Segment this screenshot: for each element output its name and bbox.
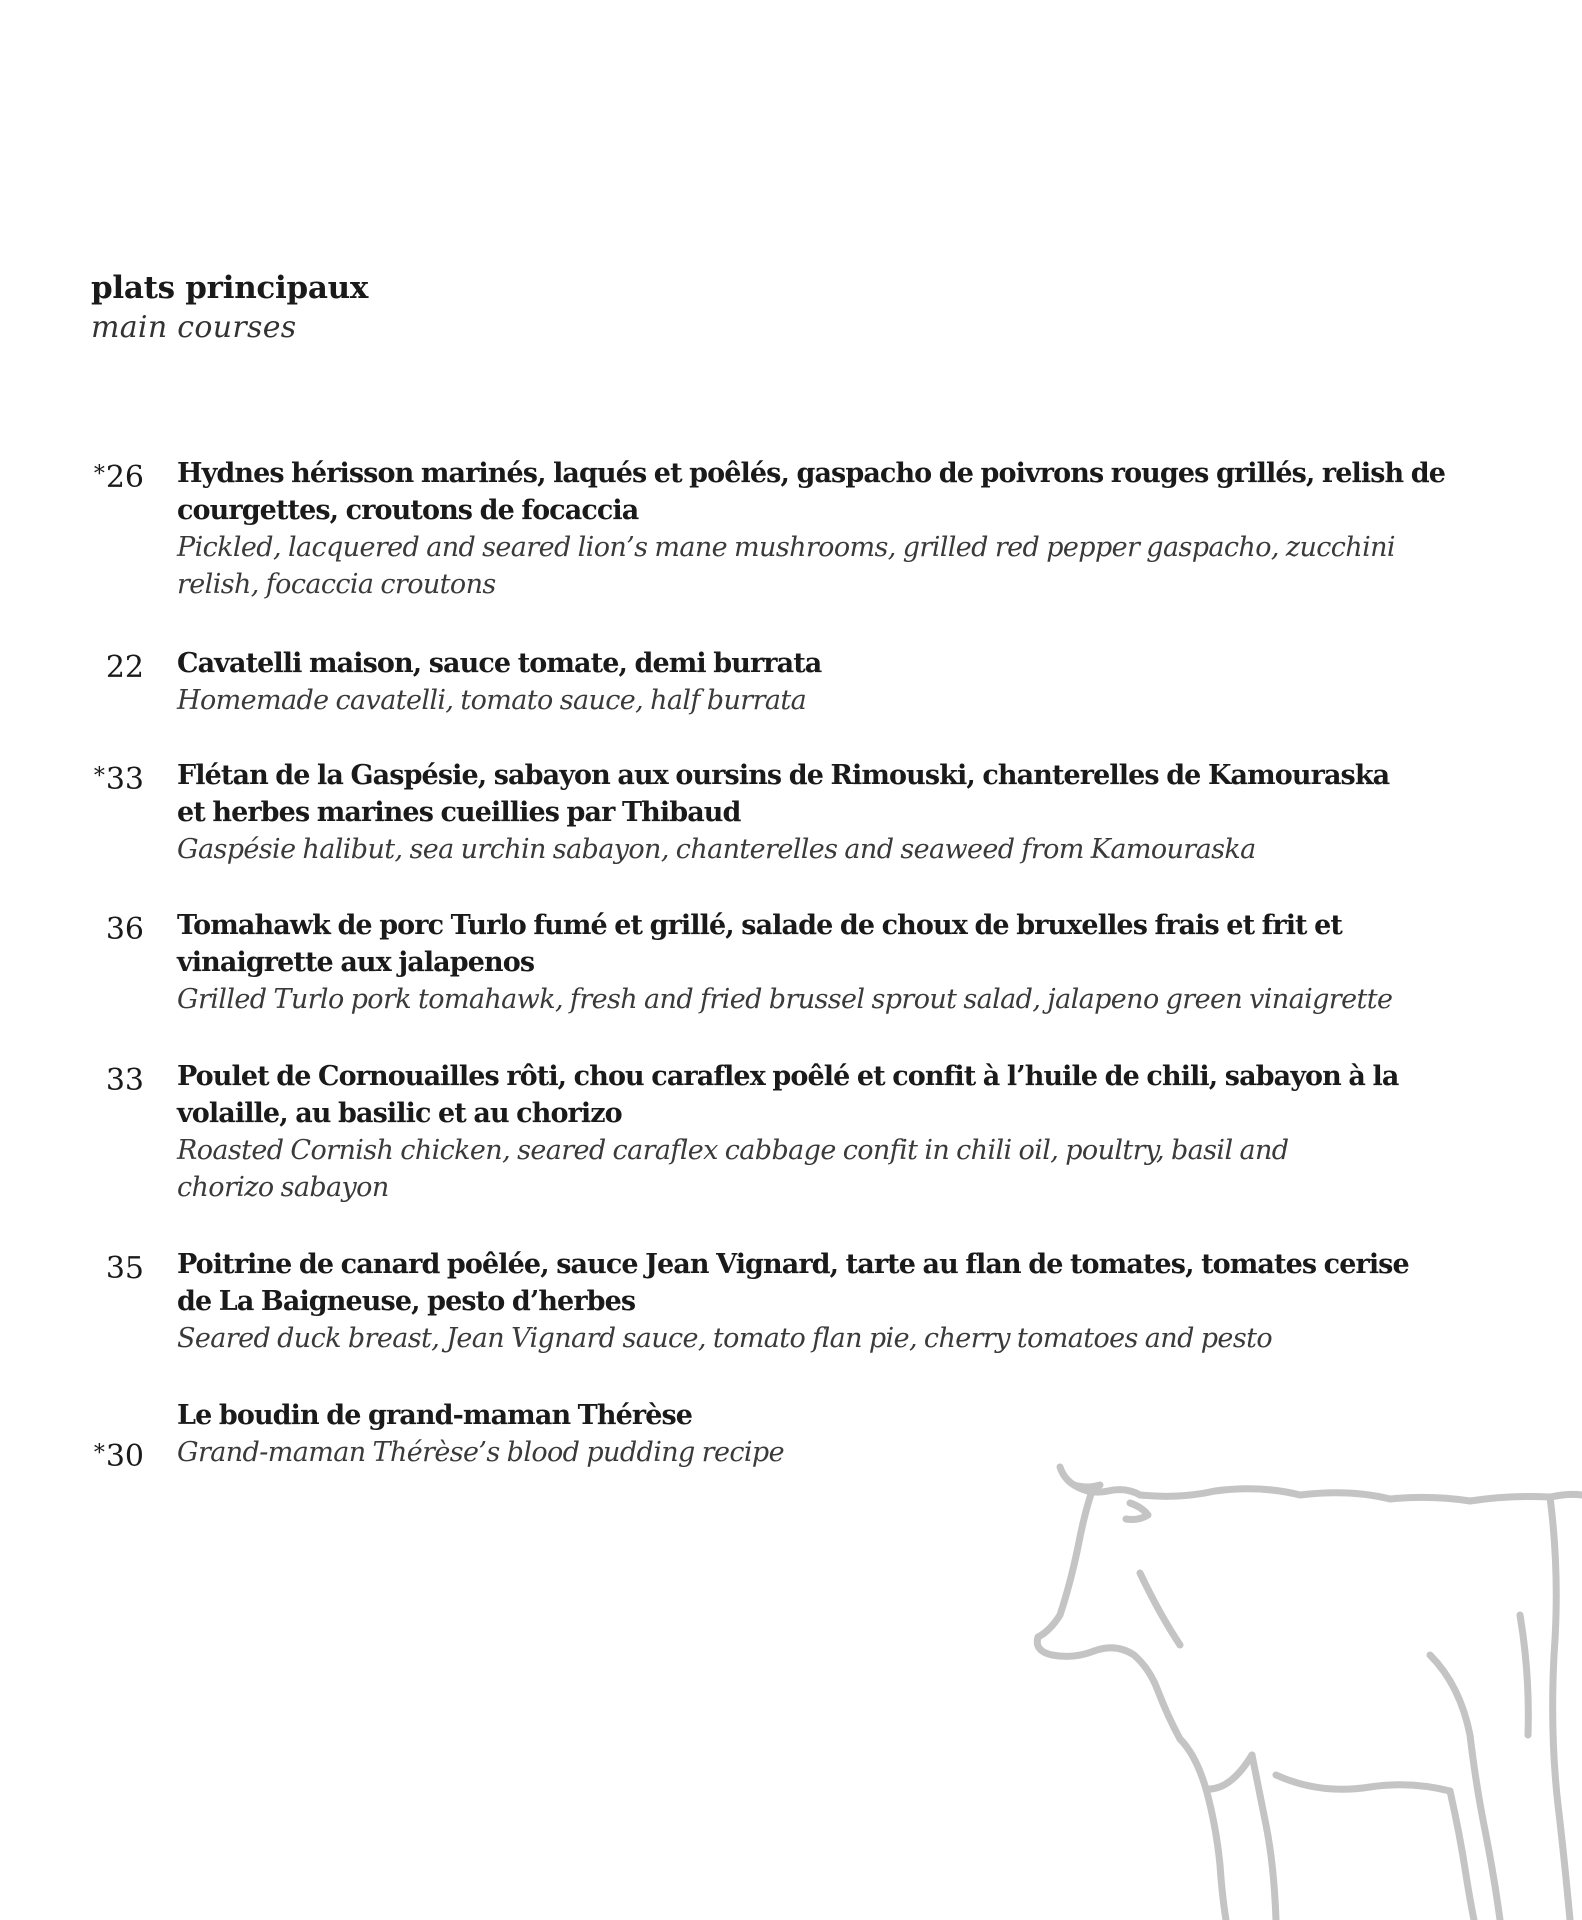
price-value: 35 [105, 1251, 144, 1286]
menu-item-description [177, 455, 1477, 603]
menu-item-price [84, 908, 144, 949]
dish-name-en [177, 981, 1477, 1018]
menu-item-price [84, 1435, 144, 1476]
section-title-en: main courses [91, 310, 297, 345]
section-title-fr: plats principaux [91, 270, 369, 306]
dish-name-en [177, 682, 1477, 719]
menu-item-price [84, 1059, 144, 1100]
menu-item-description [177, 1058, 1477, 1206]
dish-name-en-line: relish, focaccia croutons [177, 569, 496, 600]
dish-name-en-line: chorizo sabayon [177, 1172, 389, 1203]
dish-name-en [177, 1132, 1477, 1206]
star-marker: * [93, 462, 105, 487]
cow-illustration-icon [1030, 1455, 1582, 1920]
price-value: 33 [105, 1063, 144, 1098]
dish-name-fr [177, 1397, 1477, 1434]
dish-name-fr-line: Tomahawk de porc Turlo fumé et grillé, salade de choux de bruxelles frais et frit et [177, 910, 1342, 941]
dish-name-fr [177, 455, 1477, 529]
dish-name-en [177, 831, 1477, 868]
star-marker: * [93, 1441, 105, 1466]
menu-item-price [84, 646, 144, 687]
price-value: 22 [105, 650, 144, 685]
dish-name-fr-line: volaille, au basilic et au chorizo [177, 1098, 622, 1129]
dish-name-fr-line: de La Baigneuse, pesto d’herbes [177, 1286, 636, 1317]
dish-name-en [177, 529, 1477, 603]
dish-name-en-line: Gaspésie halibut, sea urchin sabayon, chanterelles and seaweed from Kamouraska [177, 834, 1256, 865]
dish-name-en-line: Seared duck breast, Jean Vignard sauce, tomato flan pie, cherry tomatoes and pesto [177, 1323, 1272, 1354]
dish-name-fr-line: courgettes, croutons de focaccia [177, 495, 639, 526]
dish-name-fr [177, 1246, 1477, 1320]
star-marker: * [93, 764, 105, 789]
price-value: 36 [105, 912, 144, 947]
menu-item-description [177, 1246, 1477, 1357]
menu-item-price [84, 1247, 144, 1288]
dish-name-fr-line: et herbes marines cueillies par Thibaud [177, 797, 741, 828]
dish-name-fr [177, 907, 1477, 981]
dish-name-fr-line: Flétan de la Gaspésie, sabayon aux oursins de Rimouski, chanterelles de Kamouraska [177, 760, 1390, 791]
dish-name-en-line: Grilled Turlo pork tomahawk, fresh and fried brussel sprout salad, jalapeno green vinaigrette [177, 984, 1393, 1015]
menu-item-description [177, 757, 1477, 868]
price-value: 33 [105, 762, 144, 797]
dish-name-en-line: Homemade cavatelli, tomato sauce, half burrata [177, 685, 807, 716]
dish-name-en [177, 1320, 1477, 1357]
price-value: 30 [105, 1439, 144, 1474]
price-value: 26 [105, 460, 144, 495]
dish-name-fr-line: Le boudin de grand-maman Thérèse [177, 1400, 693, 1431]
menu-item-description [177, 907, 1477, 1018]
dish-name-fr-line: Hydnes hérisson marinés, laqués et poêlés, gaspacho de poivrons rouges grillés, relish de [177, 458, 1446, 489]
dish-name-fr [177, 645, 1477, 682]
dish-name-fr [177, 1058, 1477, 1132]
section-heading [91, 268, 368, 348]
dish-name-fr-line: Poulet de Cornouailles rôti, chou caraflex poêlé et confit à l’huile de chili, sabayon à la [177, 1061, 1399, 1092]
menu-item-price [84, 456, 144, 497]
dish-name-fr [177, 757, 1477, 831]
dish-name-fr-line: Poitrine de canard poêlée, sauce Jean Vignard, tarte au flan de tomates, tomates cerise [177, 1249, 1409, 1280]
dish-name-en-line: Roasted Cornish chicken, seared caraflex cabbage confit in chili oil, poultry, basil and [177, 1135, 1289, 1166]
dish-name-fr-line: Cavatelli maison, sauce tomate, demi burrata [177, 648, 822, 679]
dish-name-en-line: Pickled, lacquered and seared lion’s mane mushrooms, grilled red pepper gaspacho, zucchini [177, 532, 1395, 563]
dish-name-fr-line: vinaigrette aux jalapenos [177, 947, 535, 978]
menu-item-description [177, 645, 1477, 719]
menu-item-price [84, 758, 144, 799]
dish-name-en-line: Grand-maman Thérèse’s blood pudding recipe [177, 1437, 784, 1468]
